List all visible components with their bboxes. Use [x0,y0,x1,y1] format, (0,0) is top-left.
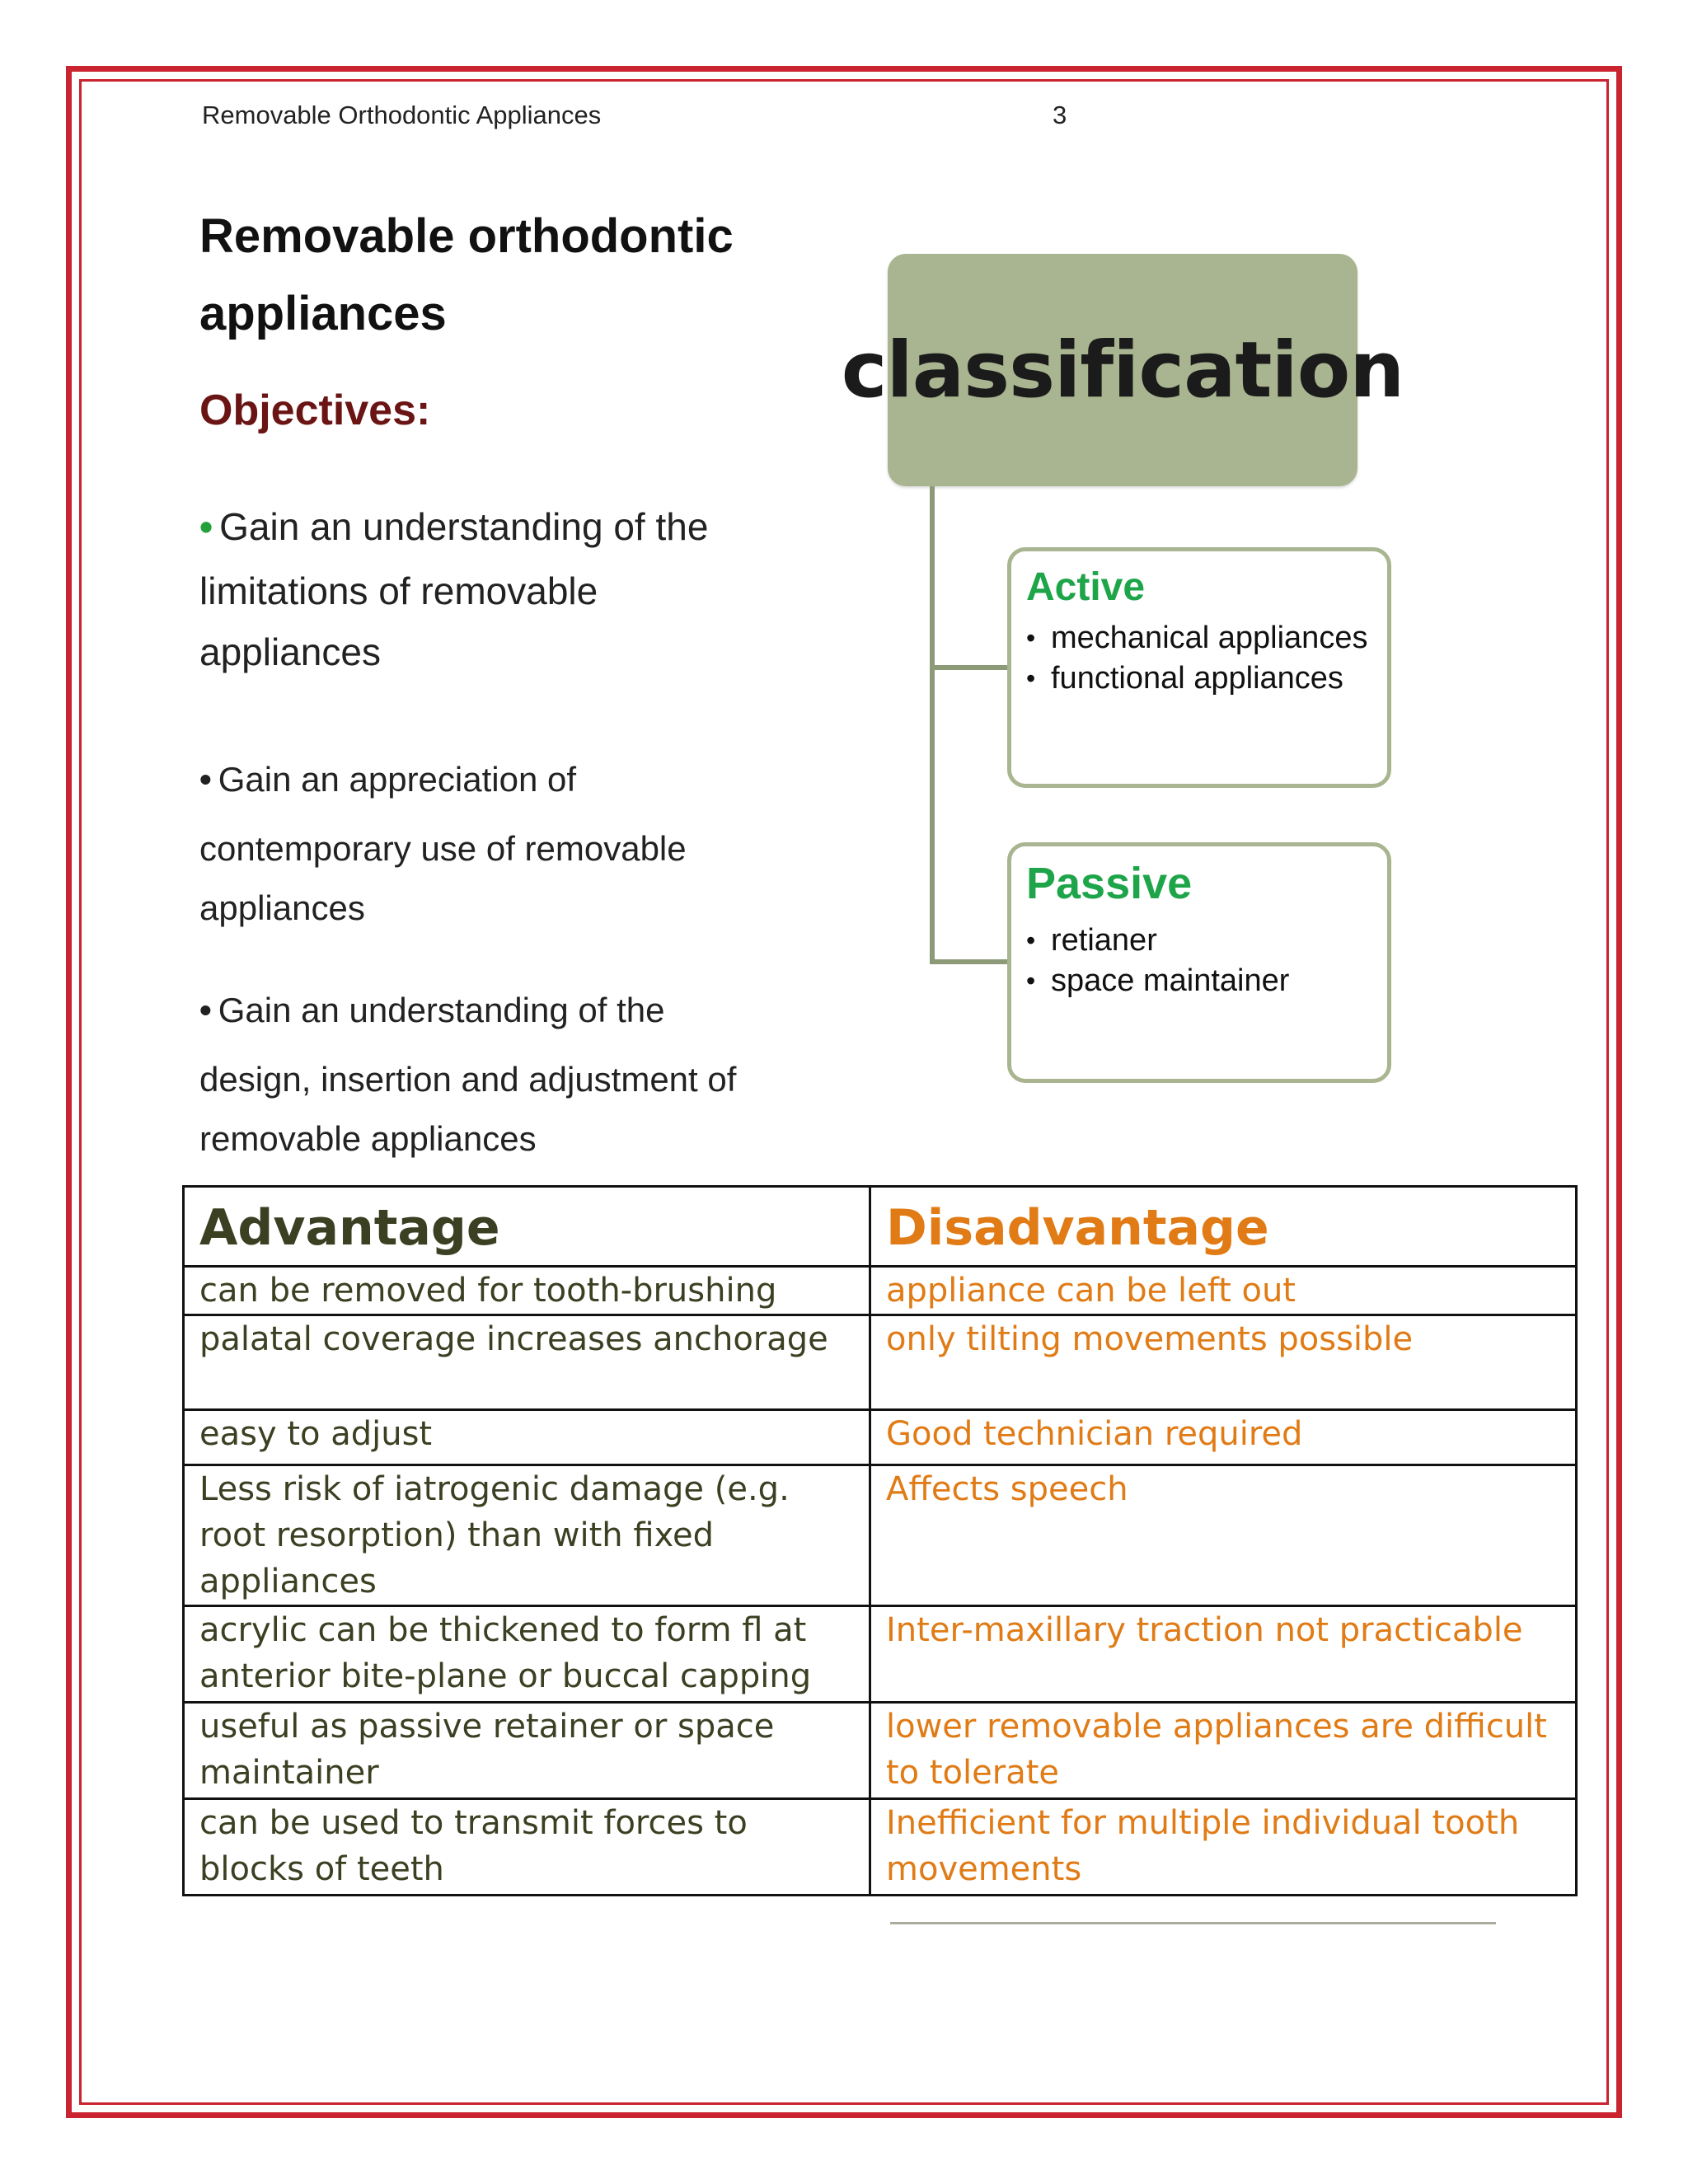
objective-item [199,740,809,938]
objective-text: Gain an understanding of the [219,505,709,548]
objective-text: limitations of removable [199,569,598,612]
passive-item: • space maintainer [1026,964,1372,998]
table-row [184,1799,1577,1896]
objective-text: Gain an appreciation of [218,760,577,799]
title-line: Removable orthodontic [199,209,734,263]
bullet-icon: • [199,991,212,1029]
active-item: • functional appliances [1026,662,1372,696]
objective-item [199,493,809,682]
page-number: 3 [1053,101,1067,129]
disadvantage-cell: Good technician required [870,1410,1577,1465]
diagram-connector [930,959,1009,964]
disadvantage-cell: Inefficient for multiple individual tooth movements [870,1799,1577,1896]
disadvantage-cell: Inter-maxillary traction not practicable [870,1606,1577,1703]
bullet-icon: • [199,760,212,799]
classification-box [841,254,1404,486]
passive-item: • retianer [1026,924,1372,958]
objective-item [199,971,809,1169]
advantage-header: Advantage [184,1187,870,1267]
advantages-table [182,1185,1578,1896]
table-header-row [184,1187,1577,1267]
disadvantage-cell: Affects speech [870,1465,1577,1606]
active-list [1026,621,1372,696]
advantage-cell: palatal coverage increases anchorage [184,1315,870,1410]
table-row [184,1703,1577,1799]
objective-text: Gain an understanding of the [218,991,665,1029]
footer-rule [890,1922,1496,1924]
table-row [184,1315,1577,1410]
advantage-cell: acrylic can be thickened to form fl at anterior bite-plane or buccal capping [184,1606,870,1703]
objective-text: appliances [199,888,365,927]
table-row [184,1606,1577,1703]
active-box [1007,547,1391,788]
objective-text: removable appliances [199,1119,537,1158]
title-line: appliances [199,287,447,340]
classification-label: classification [841,325,1404,415]
objective-text: contemporary use of removable [199,829,687,868]
running-header-title: Removable Orthodontic Appliances [202,101,602,129]
disadvantage-cell: only tilting movements possible [870,1315,1577,1410]
active-title: Active [1026,565,1146,609]
disadvantage-cell: lower removable appliances are difficult to tolerate [870,1703,1577,1799]
advantage-cell: easy to adjust [184,1410,870,1465]
advantage-cell: can be used to transmit forces to blocks of teeth [184,1799,870,1896]
document-title [199,198,859,353]
objective-text: appliances [199,630,381,673]
table-row [184,1267,1577,1315]
diagram-connector [930,665,1009,670]
advantage-cell: Less risk of iatrogenic damage (e.g. root resorption) than with fixed appliances [184,1465,870,1606]
advantage-cell: can be removed for tooth-brushing [184,1267,870,1315]
bullet-icon: • [199,505,213,548]
passive-box [1007,842,1391,1083]
objectives-heading: Objectives: [199,387,431,434]
disadvantage-header: Disadvantage [870,1187,1577,1267]
advantage-cell: useful as passive retainer or space maintainer [184,1703,870,1799]
table-row [184,1465,1577,1606]
diagram-connector [930,486,935,964]
passive-list [1026,924,1372,998]
disadvantage-cell: appliance can be left out [870,1267,1577,1315]
table-row [184,1410,1577,1465]
active-item: • mechanical appliances [1026,621,1372,655]
objective-text: design, insertion and adjustment of [199,1060,737,1099]
passive-title: Passive [1026,859,1193,908]
